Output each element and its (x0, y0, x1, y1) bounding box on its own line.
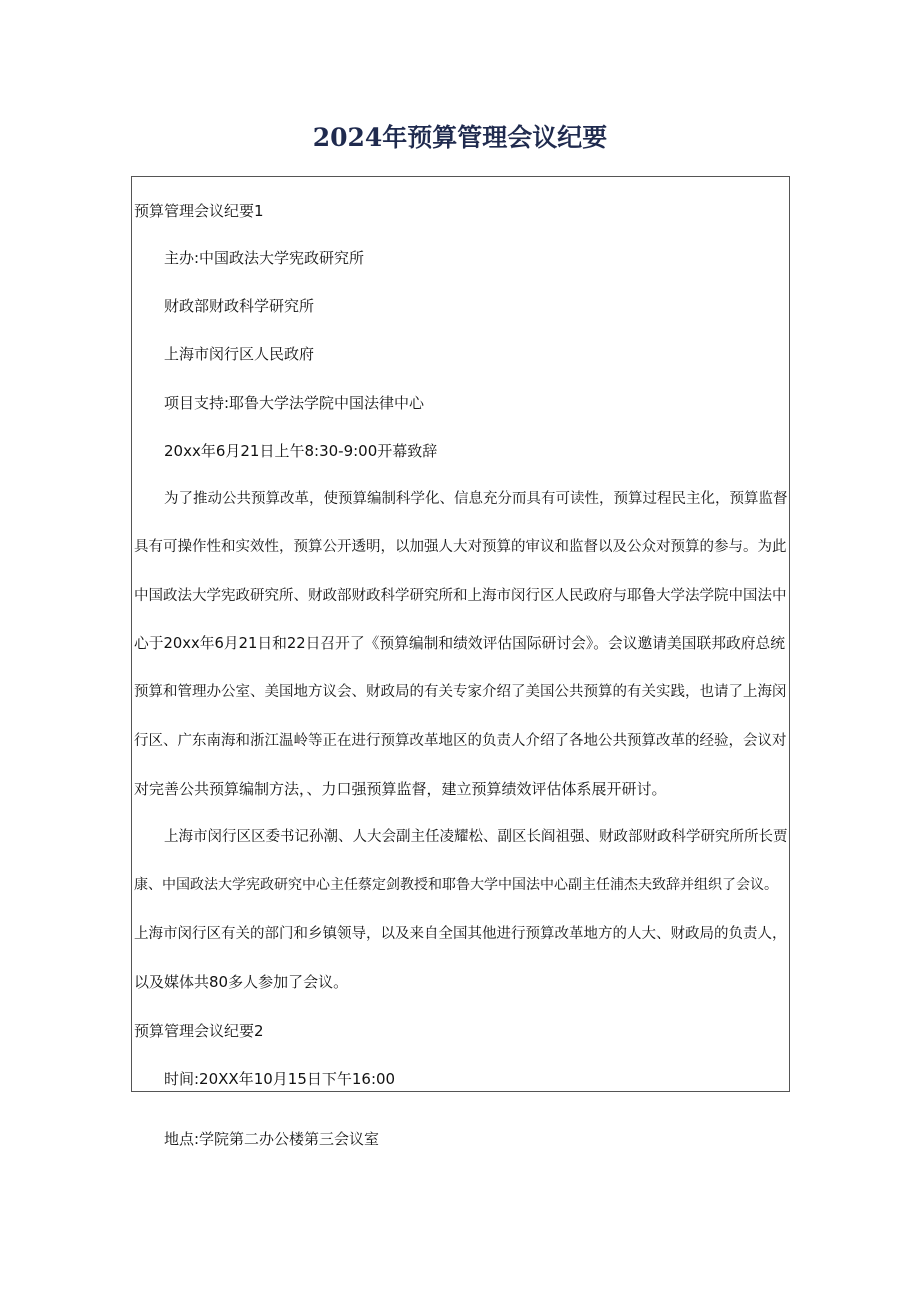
paragraph1-line: 行区、广东南海和浙江温岭等正在进行预算改革地区的负责人介绍了各地公共预算改革的经验，会议对 (134, 733, 787, 749)
paragraph1-line: 预算和管理办公室、美国地方议会、财政局的有关专家介绍了美国公共预算的有关实践，也请了上海闵 (134, 684, 787, 700)
document-title: 2024年预算管理会议纪要 (312, 123, 608, 152)
meeting-place: 地点:学院第二办公楼第三会议室 (164, 1130, 380, 1148)
paragraph1-line: 为了推动公共预算改革，使预算编制科学化、信息充分而具有可读性，预算过程民主化，预算监督 (164, 491, 788, 507)
paragraph2-line: 以及媒体共80多人参加了会议。 (134, 973, 349, 991)
section1-heading: 预算管理会议纪要1 (134, 202, 264, 220)
paragraph1-line: 心于20xx年6月21日和22日召开了《预算编制和绩效评估国际研讨会》。会议邀请美国联邦政府总统 (134, 635, 786, 652)
paragraph2-line: 上海市闵行区区委书记孙潮、人大会副主任凌耀松、副区长阎祖强、财政部财政科学研究所所长贾 (164, 829, 788, 845)
paragraph2-line: 上海市闵行区有关的部门和乡镇领导，以及来自全国其他进行预算改革地方的人大、财政局的负责人， (134, 926, 787, 942)
section2-heading: 预算管理会议纪要2 (134, 1022, 264, 1040)
opening-time: 20xx年6月21日上午8:30-9:00开幕致辞 (164, 442, 438, 460)
paragraph1-line: 中国政法大学宪政研究所、财政部财政科学研究所和上海市闵行区人民政府与耶鲁大学法学院中国法中 (134, 588, 787, 604)
project-support: 项目支持:耶鲁大学法学院中国法律中心 (164, 394, 425, 412)
meeting-time: 时间:20XX年10月15日下午16:00 (164, 1070, 396, 1088)
paragraph1-line: 具有可操作性和实效性，预算公开透明，以加强人大对预算的审议和监督以及公众对预算的参与。为此 (134, 539, 787, 555)
paragraph2-line: 康、中国政法大学宪政研究中心主任蔡定剑教授和耶鲁大学中国法中心副主任浦杰夫致辞并组织了会议。 (134, 877, 778, 893)
organizer-line-2: 财政部财政科学研究所 (164, 297, 315, 315)
organizer-line-3: 上海市闵行区人民政府 (164, 345, 315, 363)
organizer-line-1: 主办:中国政法大学宪政研究所 (164, 249, 365, 267)
paragraph1-line: 对完善公共预算编制方法，、力口强预算监督，建立预算绩效评估体系展开研讨。 (134, 780, 667, 798)
